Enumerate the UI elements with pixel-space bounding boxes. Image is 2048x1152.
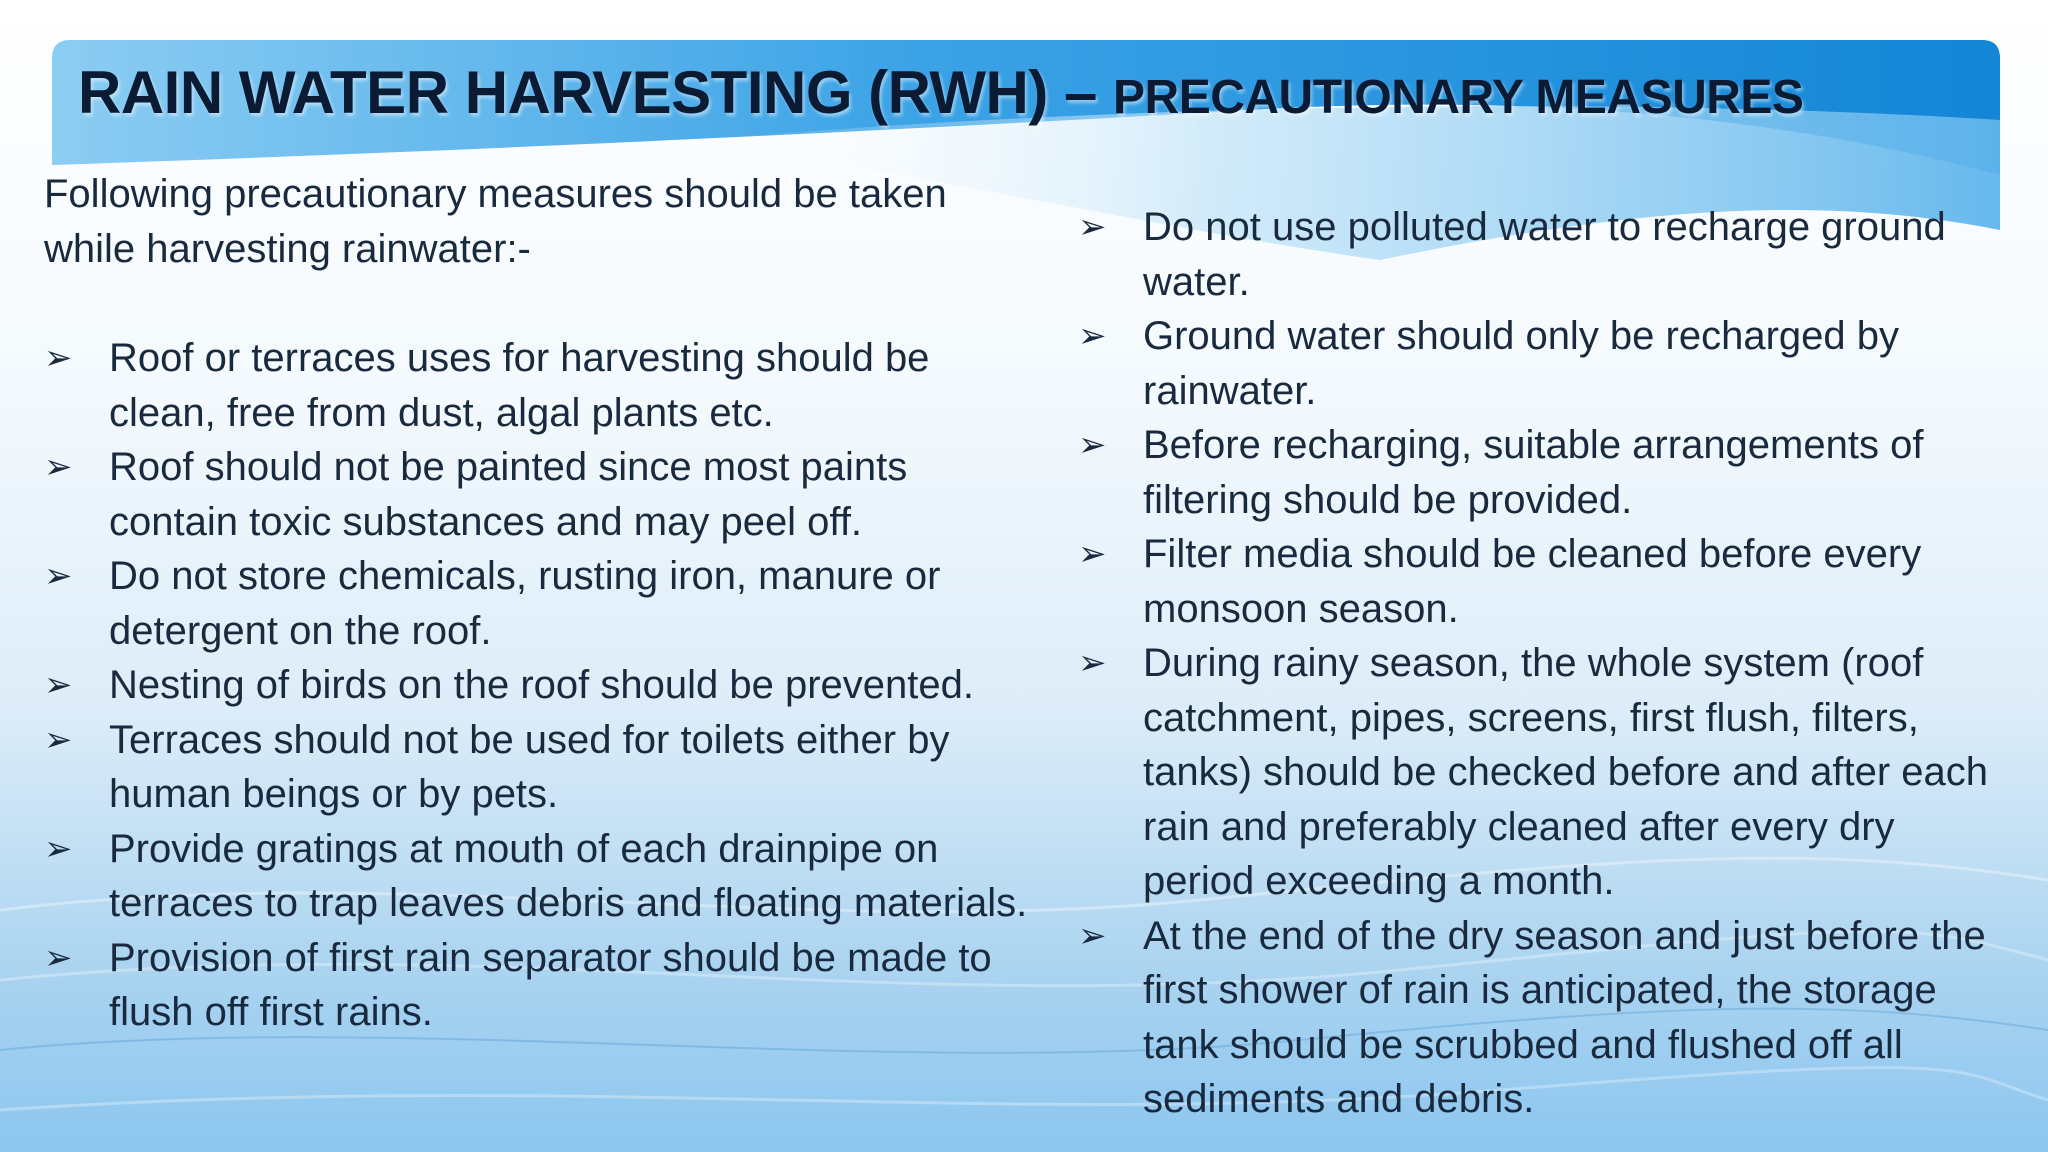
list-item-text: Roof should not be painted since most paints contain toxic substances and may peel off. — [109, 445, 908, 544]
list-item — [1078, 418, 2008, 527]
arrow-bullet-icon: ➢ — [1078, 644, 1107, 682]
left-bullet-list — [44, 331, 1034, 1040]
list-item — [1078, 309, 2008, 418]
arrow-bullet-icon: ➢ — [1078, 426, 1107, 464]
list-item-text: Do not store chemicals, rusting iron, manure or detergent on the roof. — [109, 554, 941, 653]
arrow-bullet-icon: ➢ — [1078, 317, 1107, 355]
title-sub: PRECAUTIONARY MEASURES — [1113, 71, 1804, 124]
list-item-text: Filter media should be cleaned before every monsoon season. — [1143, 532, 1922, 631]
arrow-bullet-icon: ➢ — [44, 829, 73, 868]
list-item — [1078, 636, 2008, 909]
list-item — [44, 822, 1034, 931]
list-item — [44, 713, 1034, 822]
list-item-text: Nesting of birds on the roof should be prevented. — [109, 663, 974, 707]
list-item-text: Terraces should not be used for toilets either by human beings or by pets. — [109, 717, 950, 816]
arrow-bullet-icon: ➢ — [1078, 208, 1107, 246]
arrow-bullet-icon: ➢ — [44, 557, 73, 595]
list-item — [1078, 527, 2008, 636]
list-item-text: Roof or terraces uses for harvesting should be clean, free from dust, algal plants etc. — [109, 336, 930, 435]
right-bullet-list — [1078, 200, 2008, 1127]
list-item-text: Provision of first rain separator should be made to flush off first rains. — [109, 935, 992, 1034]
list-item — [44, 658, 1034, 713]
list-item-text: During rainy season, the whole system (roof catchment, pipes, screens, first flush, filters, tanks) should be checked before and after each rain and preferably cleaned after every dry period exceeding a month. — [1143, 641, 1988, 903]
list-item-text: At the end of the dry season and just before the first shower of rain is anticipated, the storage tank should be scrubbed and flushed off all sediments and debris. — [1143, 913, 1986, 1121]
arrow-bullet-icon: ➢ — [44, 938, 73, 977]
list-item-text: Do not use polluted water to recharge ground water. — [1143, 205, 1946, 304]
slide-title — [78, 58, 1803, 127]
list-item — [44, 440, 1034, 549]
list-item — [44, 331, 1034, 440]
arrow-bullet-icon: ➢ — [44, 339, 73, 377]
list-item-text: Ground water should only be recharged by rainwater. — [1143, 314, 1900, 413]
arrow-bullet-icon: ➢ — [44, 720, 73, 759]
left-column — [44, 167, 1034, 1040]
arrow-bullet-icon: ➢ — [1078, 916, 1107, 955]
list-item-text: Provide gratings at mouth of each drainpipe on terraces to trap leaves debris and floating materials. — [109, 826, 1028, 925]
list-item — [44, 931, 1034, 1040]
list-item-text: Before recharging, suitable arrangements of filtering should be provided. — [1143, 423, 1924, 522]
intro-text: Following precautionary measures should be taken while harvesting rainwater:- — [44, 172, 947, 271]
arrow-bullet-icon: ➢ — [44, 666, 73, 704]
arrow-bullet-icon: ➢ — [44, 448, 73, 486]
list-item — [1078, 909, 2008, 1127]
list-item — [44, 549, 1034, 658]
arrow-bullet-icon: ➢ — [1078, 535, 1107, 573]
list-item — [1078, 200, 2008, 309]
title-main: RAIN WATER HARVESTING (RWH) – — [78, 59, 1114, 126]
right-column — [1078, 200, 2008, 1127]
